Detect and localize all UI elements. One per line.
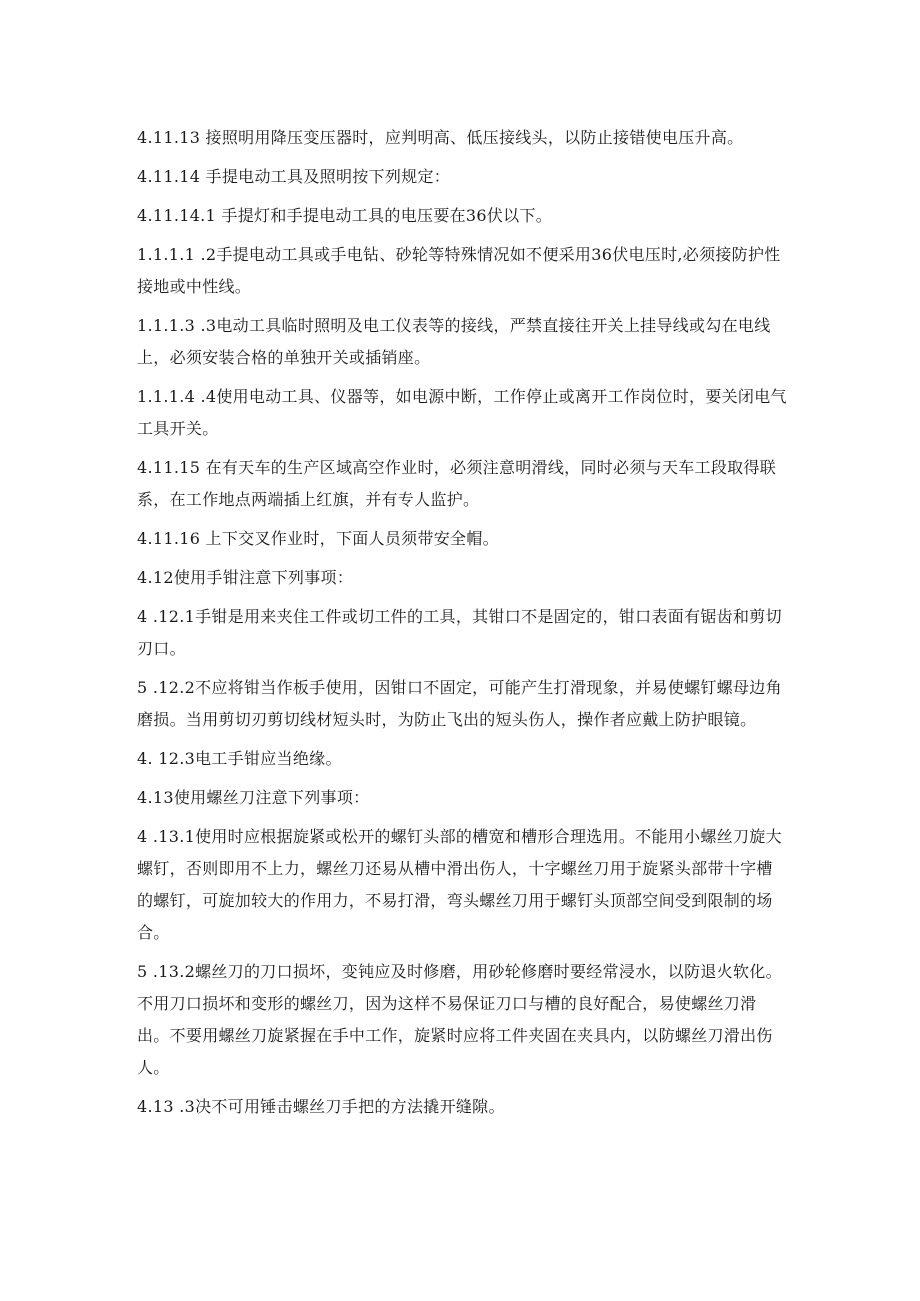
paragraph-4-12-3: 4. 12.3电工手钳应当绝缘。 <box>137 749 342 768</box>
paragraph-1-1-1-1: 1.1.1.1 .2手提电动工具或手电钻、砂轮等特殊情况如不便采用36伏电压时,必须接防护性接地或中性线。 <box>137 245 781 296</box>
paragraph-4-13: 4.13使用螺丝刀注意下列事项： <box>137 788 370 807</box>
paragraph-1-1-1-3: 1.1.1.3 .3电动工具临时照明及电工仪表等的接线，严禁直接往开关上挂导线或勾在电线上，必须安装合格的单独开关或插销座。 <box>137 316 771 367</box>
paragraph-5-13-2: 5 .13.2螺丝刀的刀口损坏，变钝应及时修磨，用砂轮修磨时要经常浸水，以防退火软化。不用刀口损坏和变形的螺丝刀，因为这样不易保证刀口与槽的良好配合，易使螺丝刀滑出。不要用螺丝刀旋紧握在手中工作，旋紧时应将工件夹固在夹具内，以防螺丝刀滑出伤人。 <box>137 962 782 1077</box>
paragraph-4-11-14-1: 4.11.14.1 手提灯和手提电动工具的电压要在36伏以下。 <box>137 206 553 225</box>
paragraph-4-11-13: 4.11.13 接照明用降压变压器时，应判明高、低压接线头，以防止接错使电压升高。 <box>137 128 744 147</box>
paragraph-4-13-3: 4.13 .3决不可用锤击螺丝刀手把的方法撬开缝隙。 <box>137 1097 505 1116</box>
paragraph-1-1-1-4: 1.1.1.4 .4使用电动工具、仪器等，如电源中断，工作停止或离开工作岗位时，要关闭电气工具开关。 <box>137 387 787 438</box>
paragraph-4-13-1: 4 .13.1使用时应根据旋紧或松开的螺钉头部的槽宽和槽形合理选用。不能用小螺丝刀旋大螺钉，否则即用不上力，螺丝刀还易从槽中滑出伤人，十字螺丝刀用于旋紧头部带十字槽的螺钉，可旋加较大的作用力，不易打滑，弯头螺丝刀用于螺钉头顶部空间受到限制的场合。 <box>137 827 782 942</box>
paragraph-4-11-15: 4.11.15 在有天车的生产区域高空作业时，必须注意明滑线，同时必须与天车工段取得联系，在工作地点两端插上红旗，并有专人监护。 <box>137 458 777 509</box>
paragraph-4-12-1: 4 .12.1手钳是用来夹住工件或切工件的工具，其钳口不是固定的，钳口表面有锯齿和剪切刃口。 <box>137 607 782 658</box>
paragraph-5-12-2: 5 .12.2不应将钳当作板手使用，因钳口不固定，可能产生打滑现象，并易使螺钉螺母边角磨损。当用剪切刃剪切线材短头时，为防止飞出的短头伤人，操作者应戴上防护眼镜。 <box>137 678 782 729</box>
document-body <box>137 122 787 1130</box>
paragraph-4-12: 4.12使用手钳注意下列事项： <box>137 568 354 587</box>
paragraph-4-11-16: 4.11.16 上下交叉作业时，下面人员须带安全帽。 <box>137 529 499 548</box>
paragraph-4-11-14: 4.11.14 手提电动工具及照明按下列规定： <box>137 167 451 186</box>
